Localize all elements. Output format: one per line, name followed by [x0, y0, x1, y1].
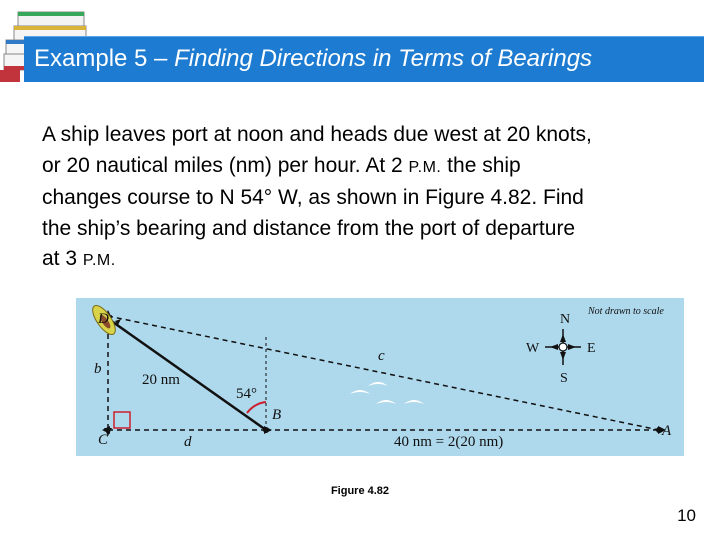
label-20nm: 20 nm — [142, 372, 180, 388]
label-b-segment: b — [94, 361, 102, 377]
label-d-segment: d — [184, 434, 192, 450]
compass-n: N — [560, 312, 571, 327]
bearing-figure — [76, 298, 684, 456]
slide-title-bar — [24, 36, 704, 82]
body-line-5-a: at 3 — [42, 247, 83, 270]
compass-e: E — [587, 341, 596, 356]
label-c-segment: c — [378, 348, 385, 364]
problem-text — [42, 120, 702, 277]
figure-diagram — [76, 298, 684, 456]
title-plain: Example 5 – — [34, 45, 175, 72]
line-bd — [110, 320, 266, 430]
body-line-4: the ship’s bearing and distance from the port of departure — [42, 216, 576, 240]
compass-w: W — [526, 341, 540, 356]
body-line-2 — [42, 151, 702, 184]
birds-icon — [350, 382, 424, 404]
page-number: 10 — [677, 506, 696, 525]
slide-title — [34, 45, 592, 73]
label-d-point: D — [98, 311, 109, 327]
label-a-point: A — [662, 423, 672, 439]
body-line-2-pm: P.M. — [408, 158, 442, 176]
label-c-point: C — [98, 432, 109, 448]
body-line-1: A ship leaves port at noon and heads due west at 20 knots, — [42, 123, 592, 146]
line-c — [108, 316, 659, 430]
not-to-scale-note: Not drawn to scale — [588, 306, 664, 317]
figure-caption: Figure 4.82 — [330, 485, 390, 497]
body-line-2-a: or 20 nautical miles (nm) per hour. At 2 — [42, 153, 409, 177]
angle-arc — [247, 402, 266, 413]
title-italic: Finding Directions in Terms of Bearings — [174, 45, 593, 72]
body-line-2-b: the ship — [441, 153, 521, 177]
compass-rose-icon — [545, 329, 581, 365]
body-line-3: changes course to N 54° W, as shown in Figure 4.82. Find — [42, 186, 584, 209]
body-line-5 — [42, 244, 702, 277]
label-angle: 54° — [236, 386, 257, 402]
point-b-dot — [263, 427, 269, 433]
compass-s: S — [560, 371, 568, 386]
label-b-point: B — [272, 407, 282, 423]
label-40nm: 40 nm = 2(20 nm) — [394, 434, 504, 450]
body-line-5-pm: P.M. — [82, 252, 116, 269]
right-angle-mark — [114, 412, 130, 428]
